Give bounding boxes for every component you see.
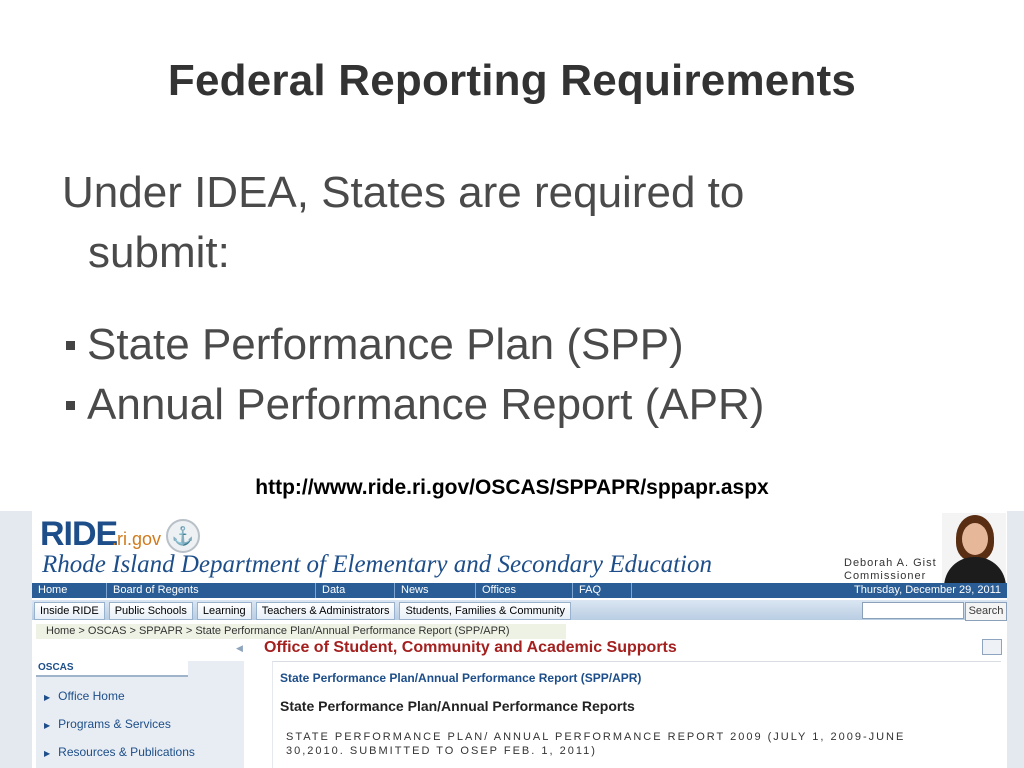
nav-item-faq[interactable]: FAQ [573, 583, 632, 598]
sidebar-item-label: Resources & Publications [58, 745, 195, 759]
website-page [32, 511, 1007, 768]
sidebar-item-programs-services[interactable] [44, 717, 171, 731]
department-name: Rhode Island Department of Elementary and Secondary Education [42, 551, 712, 578]
breadcrumb: Home > OSCAS > SPPAPR > State Performance Plan/Annual Performance Report (SPP/APR) [36, 624, 566, 639]
nav-item-offices[interactable]: Offices [476, 583, 573, 598]
bullet-item [62, 375, 764, 435]
subnav-students-families-community[interactable]: Students, Families & Community [399, 602, 571, 620]
website-screenshot [0, 511, 1024, 768]
arrow-right-icon: ▶ [44, 749, 51, 758]
search-input[interactable] [862, 602, 964, 619]
bullet-square-icon [66, 401, 75, 410]
subnav-learning[interactable]: Learning [197, 602, 252, 620]
intro-line-2: submit: [88, 228, 230, 277]
sidebar-item-label: Office Home [58, 689, 125, 703]
nav-item-home[interactable]: Home [32, 583, 107, 598]
url-link[interactable]: http://www.ride.ri.gov/OSCAS/SPPAPR/sppapr.aspx [255, 476, 769, 499]
state-seal-icon: ⚓ [166, 519, 200, 553]
bullet-square-icon [66, 341, 75, 350]
breadcrumb-home[interactable]: Home [46, 625, 76, 637]
ride-logo[interactable]: RIDE [40, 515, 118, 553]
content-subheading: State Performance Plan/Annual Performance Reports [280, 698, 635, 714]
content-heading: State Performance Plan/Annual Performance Report (SPP/APR) [280, 671, 642, 685]
commissioner-name: Deborah A. Gist [844, 557, 937, 569]
commissioner-title: Commissioner [844, 570, 927, 582]
print-icon[interactable] [982, 639, 1002, 655]
sidebar-item-label: Programs & Services [58, 717, 171, 731]
sidebar-tab-oscas[interactable]: OSCAS [36, 661, 188, 677]
bullet-text: Annual Performance Report (APR) [87, 380, 765, 429]
subnav-public-schools[interactable]: Public Schools [109, 602, 193, 620]
search-button[interactable]: Search [965, 602, 1007, 621]
nav-item-board-of-regents[interactable]: Board of Regents [107, 583, 316, 598]
slide-title: Federal Reporting Requirements [167, 56, 857, 105]
bullet-list [62, 315, 764, 435]
subnav-teachers-administrators[interactable]: Teachers & Administrators [256, 602, 396, 620]
subnav-inside-ride[interactable]: Inside RIDE [34, 602, 105, 620]
arrow-right-icon: ▶ [44, 721, 51, 730]
bullet-item [62, 315, 764, 375]
office-title: Office of Student, Community and Academic Supports [264, 639, 677, 656]
report-link-text[interactable]: STATE PERFORMANCE PLAN/ ANNUAL PERFORMANCE REPORT 2009 (JULY 1, 2009-JUNE 30,2010. SUBMITTED TO OSEP FEB. 1, 2011) [286, 731, 906, 757]
sidebar-item-resources-publications[interactable] [44, 745, 195, 759]
intro-text [62, 163, 942, 283]
sub-nav [32, 600, 1007, 620]
commissioner-info [844, 557, 937, 583]
sidebar-item-office-home[interactable] [44, 689, 125, 703]
bullet-text: State Performance Plan (SPP) [87, 320, 684, 369]
breadcrumb-oscas[interactable]: OSCAS [87, 625, 127, 637]
breadcrumb-current: State Performance Plan/Annual Performance Report (SPP/APR) [195, 625, 510, 637]
commissioner-photo [942, 513, 1006, 583]
logo-suffix: .ri.gov [112, 529, 162, 549]
nav-item-news[interactable]: News [395, 583, 476, 598]
sidebar [36, 661, 244, 768]
current-date: Thursday, December 29, 2011 [854, 584, 1001, 596]
collapse-arrow-icon[interactable]: ◀ [236, 643, 243, 653]
nav-item-data[interactable]: Data [316, 583, 395, 598]
arrow-right-icon: ▶ [44, 693, 51, 702]
breadcrumb-sppapr[interactable]: SPPAPR [138, 625, 183, 637]
intro-line-1: Under IDEA, States are required to [62, 168, 745, 217]
